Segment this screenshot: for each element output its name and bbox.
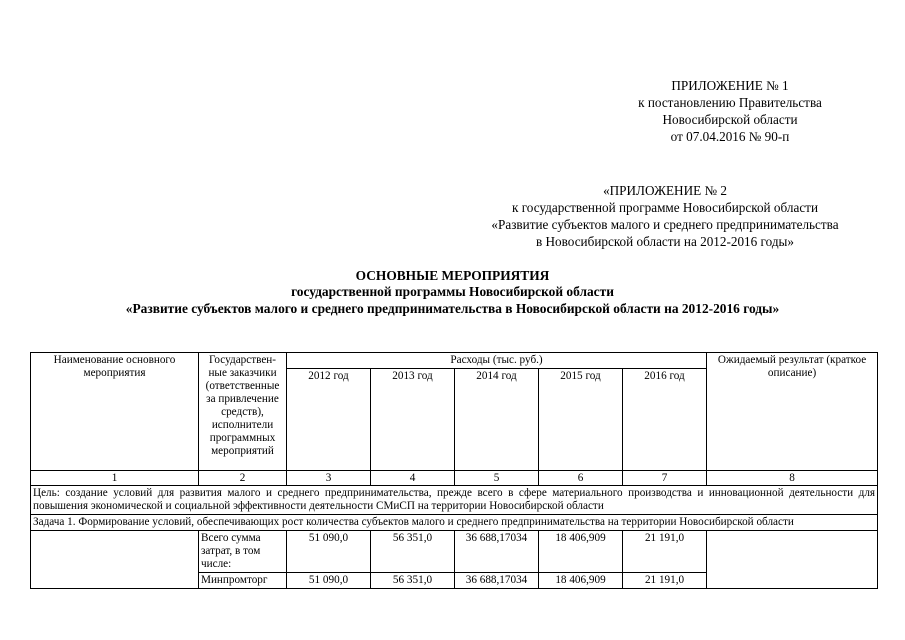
appendix-1-header	[560, 77, 900, 145]
value-2016: 21 191,0	[623, 531, 707, 573]
value-2016: 21 191,0	[623, 573, 707, 589]
header-year-2014: 2014 год	[455, 369, 539, 471]
column-numbers-row	[31, 471, 878, 486]
column-number: 5	[455, 471, 539, 486]
header-year-2016: 2016 год	[623, 369, 707, 471]
goal-text: Цель: создание условий для развития малого и среднего предпринимательства, прежде всего в сфере материального производства и инновационной деятельности для повышения экономической и социальной эффективности деятельности СМиСП на территории Новосибирской области	[31, 486, 878, 515]
row-label: Всего сумма затрат, в том числе:	[199, 531, 287, 573]
column-number: 8	[707, 471, 878, 486]
header-year-2015: 2015 год	[539, 369, 623, 471]
appendix-1-line-2: к постановлению Правительства	[638, 95, 822, 110]
value-2013: 56 351,0	[371, 573, 455, 589]
document-title: ОСНОВНЫЕ МЕРОПРИЯТИЯ	[355, 268, 550, 283]
expected-result-cell	[707, 531, 878, 589]
program-name: «Развитие субъектов малого и среднего предпринимательства в Новосибирской области на 2012-2016 годы»	[125, 301, 780, 316]
column-number: 2	[199, 471, 287, 486]
task-row	[31, 515, 878, 531]
value-2012: 51 090,0	[287, 573, 371, 589]
activity-name-cell	[31, 531, 199, 589]
table-header-row-1	[31, 353, 878, 369]
value-2012: 51 090,0	[287, 531, 371, 573]
header-expected-result: Ожидаемый результат (краткое описание)	[707, 353, 878, 471]
goal-row	[31, 486, 878, 515]
column-number: 4	[371, 471, 455, 486]
value-2014: 36 688,17034	[455, 573, 539, 589]
column-number: 3	[287, 471, 371, 486]
appendix-2-line-2: к государственной программе Новосибирской области	[512, 200, 818, 215]
header-customers: Государствен-ные заказчики (ответственные за привлечение средств), исполнители программных мероприятий	[199, 353, 287, 471]
appendix-2-line-3: «Развитие субъектов малого и среднего предпринимательства	[491, 217, 839, 232]
document-subtitle: государственной программы Новосибирской области	[291, 284, 614, 299]
column-number: 1	[31, 471, 199, 486]
column-number: 6	[539, 471, 623, 486]
header-expenses: Расходы (тыс. руб.)	[287, 353, 707, 369]
table-row	[31, 531, 878, 573]
appendix-2-line-1: «ПРИЛОЖЕНИЕ № 2	[603, 183, 727, 198]
task-1-text: Задача 1. Формирование условий, обеспечивающих рост количества субъектов малого и среднего предпринимательства на территории Новосибирской области	[31, 515, 878, 531]
appendix-2-header	[445, 182, 885, 250]
value-2015: 18 406,909	[539, 573, 623, 589]
row-label: Минпромторг	[199, 573, 287, 589]
value-2015: 18 406,909	[539, 531, 623, 573]
activities-table	[30, 352, 878, 589]
appendix-1-line-3: Новосибирской области	[662, 112, 798, 127]
header-year-2013: 2013 год	[371, 369, 455, 471]
column-number: 7	[623, 471, 707, 486]
appendix-1-line-1: ПРИЛОЖЕНИЕ № 1	[671, 78, 789, 93]
appendix-2-line-4: в Новосибирской области на 2012-2016 годы»	[536, 234, 794, 249]
value-2013: 56 351,0	[371, 531, 455, 573]
appendix-1-line-4: от 07.04.2016 № 90-п	[670, 129, 790, 144]
value-2014: 36 688,17034	[455, 531, 539, 573]
header-year-2012: 2012 год	[287, 369, 371, 471]
header-activity-name: Наименование основного мероприятия	[31, 353, 199, 471]
